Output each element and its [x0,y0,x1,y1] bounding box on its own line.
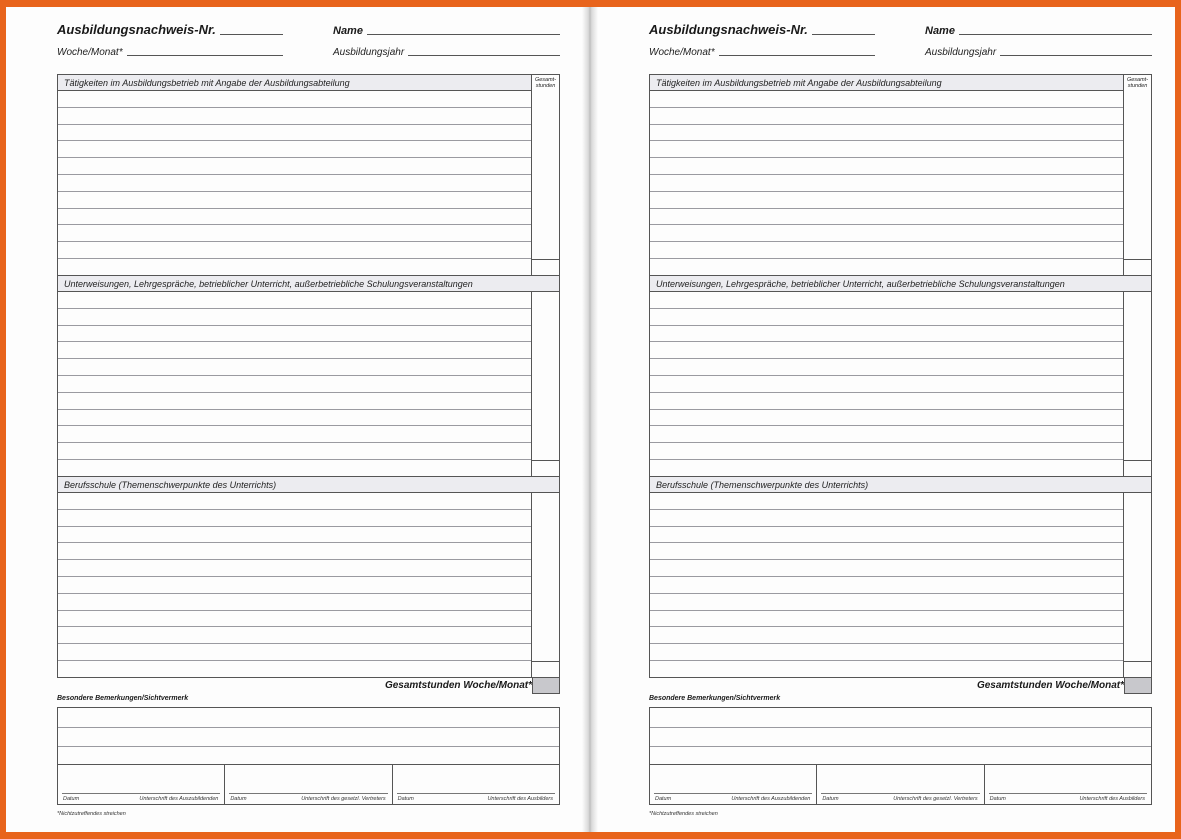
remarks-line[interactable] [650,728,1151,748]
report-number-field[interactable] [220,34,283,35]
entry-line[interactable] [650,259,1123,276]
week-row [57,47,283,58]
entry-line[interactable] [650,661,1123,678]
report-number-row [57,22,283,37]
entry-line[interactable] [650,376,1123,393]
hours-column[interactable] [531,493,559,677]
section-unterweisungen [649,275,1152,477]
section-betrieb-title [58,75,559,91]
entry-line[interactable] [58,577,531,594]
entry-line[interactable] [650,309,1123,326]
report-number-row [649,22,875,37]
entry-line[interactable] [650,460,1123,477]
entry-line[interactable] [58,376,531,393]
signature-date-label: Datum [230,796,247,802]
section-unterweisungen-rows [58,292,559,476]
report-booklet-spread [6,7,1175,832]
left-page [6,7,566,832]
remarks-line[interactable] [650,708,1151,728]
week-label: Woche/Monat* [649,47,715,58]
section-title-text: Tätigkeiten im Ausbildungsbetrieb mit Angabe der Ausbildungsabteilung [64,78,350,88]
signature-cell[interactable] [817,765,984,804]
section-betrieb [57,74,560,276]
section-unterweisungen [57,275,560,477]
signature-line [821,793,979,794]
section-berufsschule-title [58,477,559,493]
entry-line[interactable] [650,326,1123,343]
section-betrieb-rows [58,91,559,275]
hours-column[interactable] [531,91,559,275]
entry-line[interactable] [58,259,531,276]
hours-column[interactable] [531,292,559,476]
hours-subtotal[interactable] [531,661,559,677]
entry-line[interactable] [58,510,531,527]
entry-line[interactable] [650,577,1123,594]
hours-column[interactable] [1123,292,1151,476]
signature-date-label: Datum [63,796,80,802]
hours-subtotal[interactable] [531,460,559,476]
entry-line[interactable] [58,91,531,108]
section-unterweisungen-title [650,276,1151,292]
entry-line[interactable] [58,627,531,644]
entry-line[interactable] [58,141,531,158]
entry-line[interactable] [650,125,1123,142]
signature-cell[interactable] [650,765,817,804]
entry-line[interactable] [58,342,531,359]
section-unterweisungen-rows [650,292,1151,476]
signature-role-label: Unterschrift des Ausbilders [1079,796,1145,802]
entry-line[interactable] [650,527,1123,544]
entry-line[interactable] [650,594,1123,611]
section-title-text: Tätigkeiten im Ausbildungsbetrieb mit Angabe der Ausbildungsabteilung [656,78,942,88]
entry-line[interactable] [58,543,531,560]
entry-line[interactable] [650,543,1123,560]
week-field[interactable] [719,55,875,56]
year-field[interactable] [1000,55,1152,56]
entry-line[interactable] [650,493,1123,510]
signature-area [650,764,1151,804]
report-number-label: Ausbildungsnachweis-Nr. [649,22,808,37]
signature-role-label: Unterschrift des gesetzl. Vertreters [301,796,386,802]
total-hours-field[interactable] [532,677,560,694]
signature-cell[interactable] [985,765,1151,804]
entry-line[interactable] [58,393,531,410]
section-betrieb-rows [650,91,1151,275]
book-gutter [582,7,598,832]
entry-line[interactable] [650,292,1123,309]
gesamtstunden-header: Gesamt-stunden [1123,75,1151,91]
entry-line[interactable] [58,493,531,510]
entry-line[interactable] [58,644,531,661]
entry-line[interactable] [58,125,531,142]
entry-line[interactable] [650,443,1123,460]
section-berufsschule [57,476,560,678]
entry-line[interactable] [58,661,531,678]
signature-cell[interactable] [393,765,559,804]
signature-date-label: Datum [822,796,839,802]
entry-line[interactable] [58,560,531,577]
entry-line[interactable] [650,91,1123,108]
section-berufsschule-rows [650,493,1151,677]
section-title-text: Berufsschule (Themenschwerpunkte des Unterrichts) [656,480,869,490]
entry-line[interactable] [650,510,1123,527]
signature-role-label: Unterschrift des Auszubildenden [731,796,811,802]
name-label: Name [925,25,955,37]
signature-area [58,764,559,804]
entry-line[interactable] [650,192,1123,209]
remarks-line[interactable] [58,708,559,728]
entry-line[interactable] [650,175,1123,192]
signature-date-label: Datum [989,796,1006,802]
signature-cell[interactable] [58,765,225,804]
entry-line[interactable] [58,225,531,242]
entry-line[interactable] [58,326,531,343]
hours-column[interactable] [1123,91,1151,275]
signature-line [654,793,812,794]
section-betrieb-title [650,75,1151,91]
section-berufsschule-title [650,477,1151,493]
signature-date-label: Datum [397,796,414,802]
entry-line[interactable] [650,158,1123,175]
entry-line[interactable] [58,443,531,460]
remarks-label: Besondere Bemerkungen/Sichtvermerk [649,695,781,702]
entry-line[interactable] [650,611,1123,628]
week-label: Woche/Monat* [57,47,123,58]
right-page [598,7,1158,832]
section-berufsschule-rows [58,493,559,677]
year-row [333,47,560,58]
entry-line[interactable] [58,426,531,443]
hours-column[interactable] [1123,493,1151,677]
signature-line [229,793,387,794]
hours-subtotal[interactable] [1123,661,1151,677]
entry-line[interactable] [650,141,1123,158]
entry-line[interactable] [650,410,1123,427]
entry-line[interactable] [58,175,531,192]
footnote: *Nichtzutreffendes streichen [649,811,718,817]
week-row [649,47,875,58]
section-berufsschule [649,476,1152,678]
entry-line[interactable] [650,627,1123,644]
name-field[interactable] [367,34,560,35]
week-field[interactable] [127,55,283,56]
signature-line [62,793,220,794]
remarks-line[interactable] [58,728,559,748]
entry-line[interactable] [650,426,1123,443]
entry-line[interactable] [650,108,1123,125]
entry-line[interactable] [58,192,531,209]
remarks-label: Besondere Bemerkungen/Sichtvermerk [57,695,189,702]
footnote: *Nichtzutreffendes streichen [57,811,126,817]
entry-line[interactable] [58,158,531,175]
section-unterweisungen-title [58,276,559,292]
section-title-text: Berufsschule (Themenschwerpunkte des Unterrichts) [64,480,277,490]
remarks-box[interactable] [57,707,560,805]
signature-role-label: Unterschrift des Ausbilders [487,796,553,802]
entry-line[interactable] [650,644,1123,661]
signature-date-label: Datum [655,796,672,802]
total-hours-label: Gesamtstunden Woche/Monat* [384,680,532,691]
section-title-text: Unterweisungen, Lehrgespräche, betrieblicher Unterricht, außerbetriebliche Schulungsveranstaltungen [656,279,1065,289]
signature-line [989,793,1147,794]
entry-line[interactable] [58,242,531,259]
year-field[interactable] [408,55,560,56]
signature-cell[interactable] [225,765,392,804]
total-hours-field[interactable] [1124,677,1152,694]
entry-line[interactable] [58,359,531,376]
entry-line[interactable] [58,460,531,477]
entry-line[interactable] [650,359,1123,376]
entry-line[interactable] [58,611,531,628]
total-hours-label: Gesamtstunden Woche/Monat* [976,680,1124,691]
entry-line[interactable] [650,242,1123,259]
hours-subtotal[interactable] [531,259,559,275]
year-label: Ausbildungsjahr [925,47,997,58]
name-label: Name [333,25,363,37]
signature-line [397,793,555,794]
entry-line[interactable] [58,594,531,611]
signature-role-label: Unterschrift des Auszubildenden [139,796,219,802]
gesamtstunden-header: Gesamt-stunden [531,75,559,91]
entry-line[interactable] [58,108,531,125]
entry-line[interactable] [58,309,531,326]
entry-line[interactable] [58,292,531,309]
section-betrieb [649,74,1152,276]
section-title-text: Unterweisungen, Lehrgespräche, betrieblicher Unterricht, außerbetriebliche Schulungsveranstaltungen [64,279,473,289]
entry-line[interactable] [650,209,1123,226]
name-row [333,25,560,37]
entry-line[interactable] [650,225,1123,242]
name-row [925,25,1152,37]
report-number-field[interactable] [812,34,875,35]
entry-line[interactable] [650,342,1123,359]
entry-line[interactable] [650,393,1123,410]
entry-line[interactable] [58,209,531,226]
hours-subtotal[interactable] [1123,460,1151,476]
report-number-label: Ausbildungsnachweis-Nr. [57,22,216,37]
year-label: Ausbildungsjahr [333,47,405,58]
entry-line[interactable] [650,560,1123,577]
remarks-box[interactable] [649,707,1152,805]
name-field[interactable] [959,34,1152,35]
entry-line[interactable] [58,527,531,544]
entry-line[interactable] [58,410,531,427]
signature-role-label: Unterschrift des gesetzl. Vertreters [893,796,978,802]
hours-subtotal[interactable] [1123,259,1151,275]
year-row [925,47,1152,58]
